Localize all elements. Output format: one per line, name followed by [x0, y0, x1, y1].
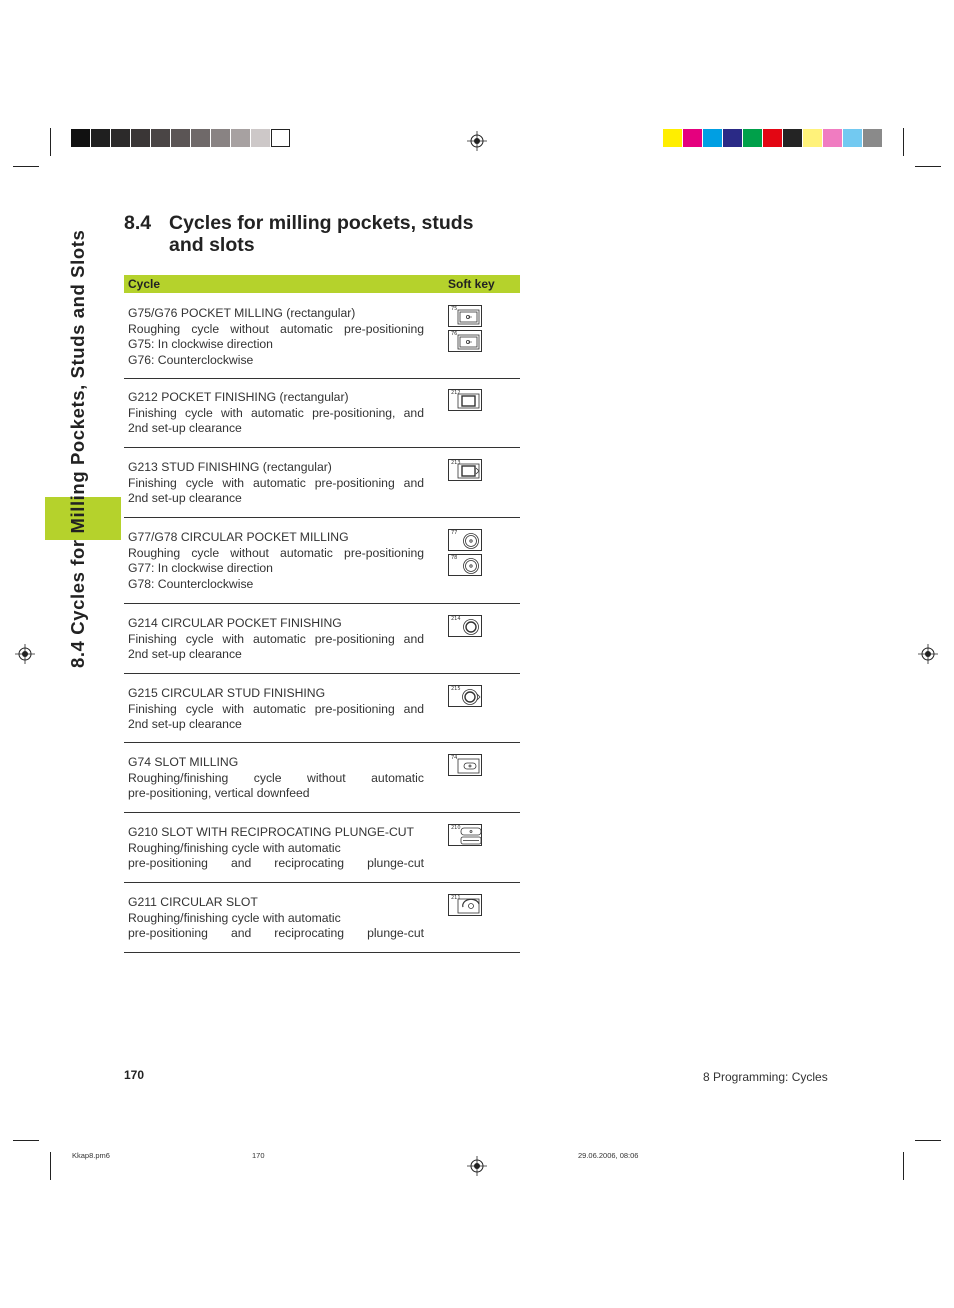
cycle-description-line: 2nd set-up clearance [128, 491, 242, 506]
color-swatch [683, 129, 702, 147]
cycle-description [128, 616, 424, 663]
cycle-description [128, 825, 424, 872]
page-number: 170 [124, 1068, 145, 1082]
table-row [124, 293, 520, 379]
cycle-description-line: pre-positioning, vertical downfeed [128, 786, 310, 801]
crop-mark [915, 166, 941, 167]
cycle-name: G215 CIRCULAR STUD FINISHING [128, 686, 326, 700]
title-line-2: and slots [169, 234, 255, 256]
softkey-button[interactable] [448, 330, 482, 352]
softkey-number: 75 [451, 306, 458, 312]
softkey-button[interactable] [448, 459, 482, 481]
color-swatch [723, 129, 742, 147]
cycle-description-line: Roughing/finishing cycle with automatic [128, 840, 341, 855]
table-row [124, 882, 520, 953]
cycle-description [128, 895, 424, 942]
cycle-description-line: pre-positioning and reciprocating plunge-cut [128, 856, 424, 871]
title-line-1: Cycles for milling pockets, studs [169, 212, 474, 234]
color-swatch [71, 129, 90, 147]
softkey-button[interactable] [448, 554, 482, 576]
cycle-description-line: Roughing cycle without automatic pre-positioning [128, 321, 424, 336]
registration-mark-icon [918, 644, 938, 664]
cycle-name: G212 POCKET FINISHING (rectangular) [128, 390, 349, 404]
color-swatch [823, 129, 842, 147]
cycle-description [128, 530, 424, 593]
crop-mark [50, 1152, 51, 1180]
softkey-number: 212 [451, 390, 461, 396]
table-row [124, 673, 520, 743]
crop-mark [915, 1140, 941, 1141]
softkey-number: 77 [451, 530, 458, 536]
table-row [124, 377, 520, 448]
cycle-description-line: G78: Counterclockwise [128, 577, 254, 592]
softkey-number: 211 [451, 895, 461, 901]
color-swatch [171, 129, 190, 147]
color-swatch [783, 129, 802, 147]
cycle-description-line: Finishing cycle with automatic pre-positioning and [128, 631, 424, 646]
crop-mark [903, 128, 904, 156]
cycle-description-line: Finishing cycle with automatic pre-positioning, and [128, 405, 424, 420]
column-header-cycle: Cycle [128, 277, 161, 291]
color-swatch [743, 129, 762, 147]
cycle-description-line: G75: In clockwise direction [128, 337, 273, 352]
cycle-description-line: 2nd set-up clearance [128, 421, 242, 436]
cycle-description [128, 460, 424, 507]
softkey-button[interactable] [448, 529, 482, 551]
side-section-title: 8.4 Cycles for Milling Pockets, Studs and Slots [67, 229, 88, 668]
crop-mark [50, 128, 51, 156]
slug-page: 170 [252, 1151, 265, 1160]
color-swatch [803, 129, 822, 147]
color-swatch [191, 129, 210, 147]
cycle-description-line: Finishing cycle with automatic pre-positioning and [128, 475, 424, 490]
color-swatch [663, 129, 682, 147]
softkey-button[interactable] [448, 754, 482, 776]
color-swatch [211, 129, 230, 147]
cycle-description-line: Roughing/finishing cycle with automatic [128, 910, 341, 925]
color-swatch [763, 129, 782, 147]
softkey-button[interactable] [448, 305, 482, 327]
cycle-description-line: 2nd set-up clearance [128, 717, 242, 732]
color-swatch [843, 129, 862, 147]
registration-mark-icon [15, 644, 35, 664]
crop-mark [13, 166, 39, 167]
softkey-number: 76 [451, 331, 458, 337]
crop-mark [903, 1152, 904, 1180]
softkey-button[interactable] [448, 615, 482, 637]
registration-mark-icon [467, 131, 487, 151]
color-swatch [251, 129, 270, 147]
page-title [124, 212, 474, 256]
column-header-softkey: Soft key [448, 277, 495, 291]
color-swatch [111, 129, 130, 147]
softkey-number: 74 [451, 755, 458, 761]
cycle-description-line: Roughing cycle without automatic pre-positioning [128, 545, 424, 560]
softkey-number: 215 [451, 686, 461, 692]
table-row [124, 603, 520, 674]
softkey-number: 214 [451, 616, 461, 622]
cycle-name: G77/G78 CIRCULAR POCKET MILLING [128, 530, 349, 544]
table-header [124, 275, 520, 293]
table-row [124, 742, 520, 813]
cycle-description [128, 686, 424, 733]
slug-date: 29.06.2006, 08:06 [578, 1151, 639, 1160]
cycle-name: G210 SLOT WITH RECIPROCATING PLUNGE-CUT [128, 825, 414, 839]
softkey-number: 210 [451, 825, 461, 831]
cycle-description-line: G76: Counterclockwise [128, 353, 254, 368]
cycle-description [128, 390, 424, 437]
cycle-name: G74 SLOT MILLING [128, 755, 239, 769]
table-row [124, 517, 520, 604]
color-swatch [231, 129, 250, 147]
cycle-name: G213 STUD FINISHING (rectangular) [128, 460, 332, 474]
cycle-description [128, 755, 424, 802]
softkey-number: 213 [451, 460, 461, 466]
color-swatch [271, 129, 290, 147]
cycle-description [128, 306, 424, 369]
cycle-description-line: G77: In clockwise direction [128, 561, 273, 576]
cycle-name: G214 CIRCULAR POCKET FINISHING [128, 616, 342, 630]
table-row [124, 812, 520, 883]
cycle-description-line: Roughing/finishing cycle without automatic [128, 770, 424, 785]
softkey-button[interactable] [448, 824, 482, 846]
cycle-description-line: Finishing cycle with automatic pre-positioning and [128, 701, 424, 716]
softkey-button[interactable] [448, 389, 482, 411]
cycle-description-line: 2nd set-up clearance [128, 647, 242, 662]
table-row [124, 447, 520, 518]
section-number: 8.4 [124, 212, 152, 234]
chapter-footer: 8 Programming: Cycles [703, 1070, 828, 1084]
softkey-number: 78 [451, 555, 458, 561]
crop-mark [13, 1140, 39, 1141]
cycle-description-line: pre-positioning and reciprocating plunge-cut [128, 926, 424, 941]
color-swatch [131, 129, 150, 147]
color-swatch [863, 129, 882, 147]
color-swatch [703, 129, 722, 147]
cycle-name: G211 CIRCULAR SLOT [128, 895, 258, 909]
softkey-button[interactable] [448, 685, 482, 707]
cycle-name: G75/G76 POCKET MILLING (rectangular) [128, 306, 356, 320]
color-swatch [91, 129, 110, 147]
slug-filename: Kkap8.pm6 [72, 1151, 110, 1160]
registration-mark-icon [467, 1156, 487, 1176]
color-swatch [151, 129, 170, 147]
softkey-button[interactable] [448, 894, 482, 916]
